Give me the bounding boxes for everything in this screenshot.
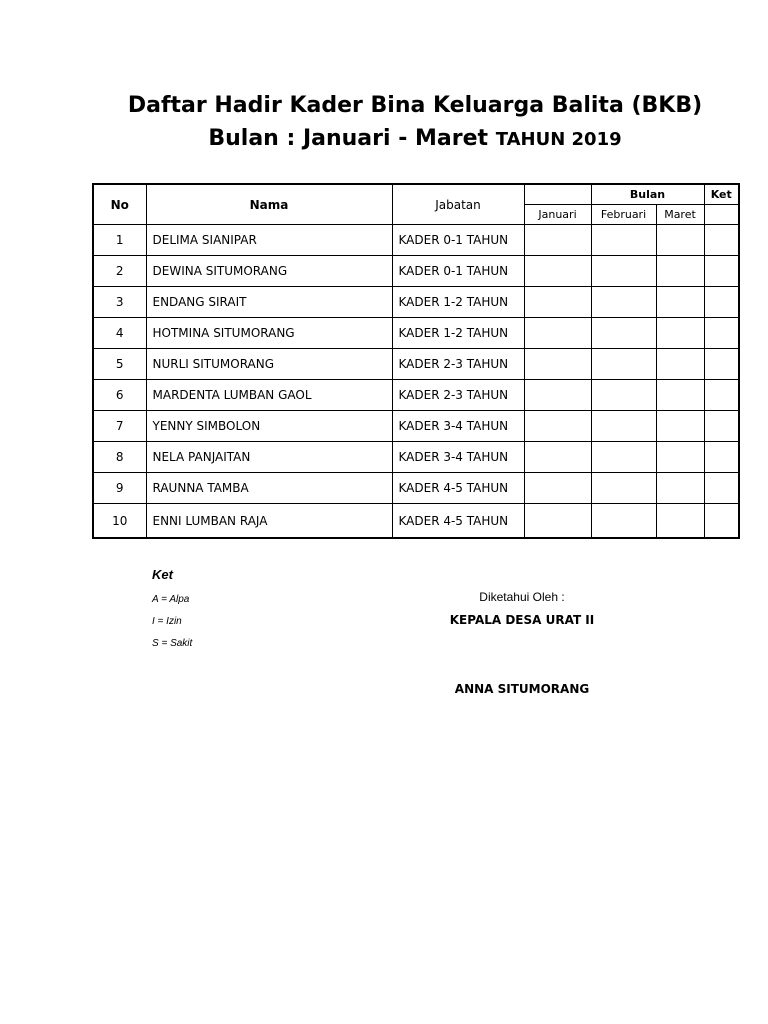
table-row [93, 504, 739, 539]
row-jabatan: KADER 4-5 TAHUN [392, 504, 524, 539]
row-nama: DEWINA SITUMORANG [146, 256, 392, 287]
row-nama: RAUNNA TAMBA [146, 473, 392, 504]
cell-februari [591, 256, 656, 287]
cell-ket [704, 256, 739, 287]
cell-januari [524, 287, 591, 318]
legend-title: Ket [152, 567, 173, 582]
signature-known-by: Diketahui Oleh : [479, 590, 565, 604]
cell-januari [524, 473, 591, 504]
cell-januari [524, 411, 591, 442]
cell-maret [656, 411, 704, 442]
row-nama: DELIMA SIANIPAR [146, 225, 392, 256]
row-jabatan: KADER 0-1 TAHUN [392, 256, 524, 287]
cell-maret [656, 380, 704, 411]
period-label: Bulan : Januari - Maret [208, 126, 489, 151]
cell-maret [656, 504, 704, 539]
cell-ket [704, 225, 739, 256]
cell-ket [704, 380, 739, 411]
row-nama: ENDANG SIRAIT [146, 287, 392, 318]
row-nama: YENNY SIMBOLON [146, 411, 392, 442]
row-jabatan: KADER 4-5 TAHUN [392, 473, 524, 504]
cell-ket [704, 411, 739, 442]
row-jabatan: KADER 2-3 TAHUN [392, 349, 524, 380]
row-jabatan: KADER 3-4 TAHUN [392, 442, 524, 473]
cell-februari [591, 380, 656, 411]
cell-maret [656, 287, 704, 318]
cell-maret [656, 349, 704, 380]
row-no: 8 [93, 442, 146, 473]
cell-januari [524, 349, 591, 380]
attendance-table [92, 183, 740, 539]
header-ket-blank [704, 205, 739, 225]
row-jabatan: KADER 3-4 TAHUN [392, 411, 524, 442]
header-no: No [93, 184, 146, 225]
cell-februari [591, 225, 656, 256]
header-blank [524, 184, 591, 205]
cell-ket [704, 349, 739, 380]
document-period [31, 126, 768, 151]
cell-maret [656, 256, 704, 287]
header-januari: Januari [524, 205, 591, 225]
cell-februari [591, 349, 656, 380]
header-maret: Maret [656, 205, 704, 225]
cell-februari [591, 411, 656, 442]
cell-maret [656, 442, 704, 473]
cell-januari [524, 318, 591, 349]
cell-ket [704, 318, 739, 349]
signature-role: KEPALA DESA URAT II [449, 613, 595, 627]
legend-item-alpa: A = Alpa [152, 594, 190, 605]
table-row [93, 411, 739, 442]
cell-januari [524, 256, 591, 287]
header-februari: Februari [591, 205, 656, 225]
header-bulan: Bulan [591, 184, 704, 205]
cell-januari [524, 504, 591, 539]
legend-item-sakit: S = Sakit [152, 638, 193, 649]
table-row [93, 380, 739, 411]
row-nama: HOTMINA SITUMORANG [146, 318, 392, 349]
header-ket: Ket [704, 184, 739, 205]
cell-ket [704, 287, 739, 318]
cell-ket [704, 442, 739, 473]
cell-februari [591, 473, 656, 504]
table-row [93, 349, 739, 380]
header-jabatan: Jabatan [392, 184, 524, 225]
cell-januari [524, 225, 591, 256]
cell-maret [656, 318, 704, 349]
cell-ket [704, 504, 739, 539]
header-nama: Nama [146, 184, 392, 225]
row-no: 7 [93, 411, 146, 442]
table-row [93, 318, 739, 349]
row-no: 10 [93, 504, 146, 539]
row-no: 5 [93, 349, 146, 380]
table-row [93, 225, 739, 256]
cell-ket [704, 473, 739, 504]
table-row [93, 442, 739, 473]
row-nama: ENNI LUMBAN RAJA [146, 504, 392, 539]
cell-maret [656, 225, 704, 256]
legend-item-izin: I = Izin [152, 616, 182, 627]
cell-februari [591, 287, 656, 318]
cell-februari [591, 318, 656, 349]
row-no: 3 [93, 287, 146, 318]
row-nama: NURLI SITUMORANG [146, 349, 392, 380]
signature-name: ANNA SITUMORANG [454, 682, 590, 696]
cell-januari [524, 380, 591, 411]
row-nama: NELA PANJAITAN [146, 442, 392, 473]
cell-februari [591, 504, 656, 539]
row-no: 9 [93, 473, 146, 504]
table-row [93, 256, 739, 287]
row-nama: MARDENTA LUMBAN GAOL [146, 380, 392, 411]
table-row [93, 287, 739, 318]
document-title: Daftar Hadir Kader Bina Keluarga Balita (BKB) [127, 93, 703, 118]
cell-januari [524, 442, 591, 473]
row-jabatan: KADER 1-2 TAHUN [392, 287, 524, 318]
row-no: 1 [93, 225, 146, 256]
row-no: 4 [93, 318, 146, 349]
row-no: 2 [93, 256, 146, 287]
row-no: 6 [93, 380, 146, 411]
cell-februari [591, 442, 656, 473]
table-row [93, 473, 739, 504]
cell-maret [656, 473, 704, 504]
row-jabatan: KADER 0-1 TAHUN [392, 225, 524, 256]
row-jabatan: KADER 2-3 TAHUN [392, 380, 524, 411]
year-label: TAHUN 2019 [495, 129, 622, 150]
row-jabatan: KADER 1-2 TAHUN [392, 318, 524, 349]
